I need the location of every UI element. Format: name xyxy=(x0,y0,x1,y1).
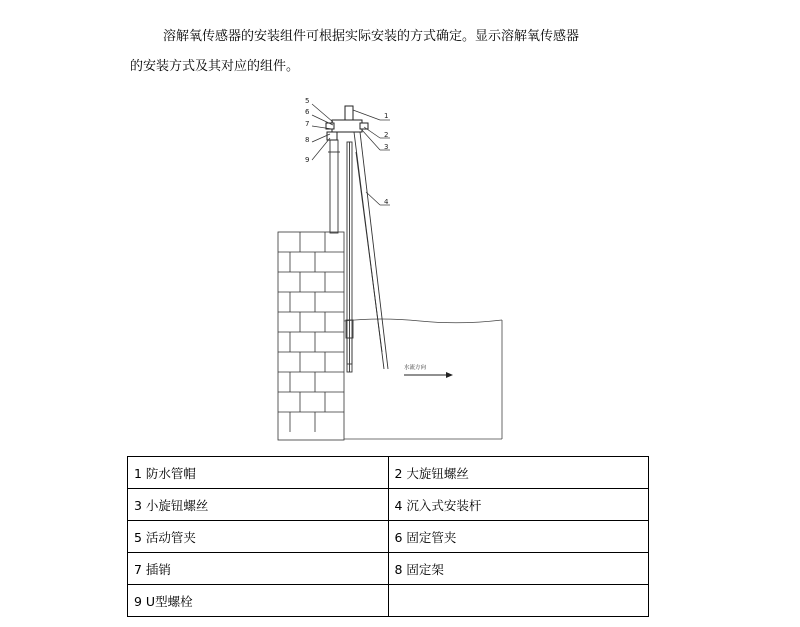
table-row xyxy=(128,521,649,553)
table-cell xyxy=(388,585,649,617)
flow-arrow-icon xyxy=(446,372,453,378)
callout-9: 9 xyxy=(305,156,310,164)
table-row xyxy=(128,489,649,521)
callout-8: 8 xyxy=(305,136,310,144)
intro-paragraph xyxy=(130,22,640,82)
table-row xyxy=(128,457,649,489)
table-row xyxy=(128,585,649,617)
table-cell: 4 沉入式安装杆 xyxy=(388,489,649,521)
parts-table xyxy=(127,456,649,617)
table-cell: 1 防水管帽 xyxy=(128,457,389,489)
callout-1: 1 xyxy=(384,112,389,120)
callout-6: 6 xyxy=(305,108,310,116)
intro-line-1: 溶解氧传感器的安装组件可根据实际安装的方式确定。显示溶解氧传感器 xyxy=(163,29,580,44)
installation-diagram xyxy=(270,92,510,442)
submersible-mount-rod xyxy=(354,132,388,369)
water-body xyxy=(344,319,502,439)
intro-line-2: 的安装方式及其对应的组件。 xyxy=(130,59,300,74)
table-cell: 7 插销 xyxy=(128,553,389,585)
table-cell: 2 大旋钮螺丝 xyxy=(388,457,649,489)
callout-3: 3 xyxy=(384,143,389,151)
fixed-post xyxy=(328,140,340,233)
table-cell: 9 U型螺栓 xyxy=(128,585,389,617)
flow-direction xyxy=(404,363,453,378)
table-row xyxy=(128,553,649,585)
flow-direction-label: 水流方向 xyxy=(404,365,427,371)
table-cell: 6 固定管夹 xyxy=(388,521,649,553)
sensor-rod xyxy=(346,142,353,372)
table-cell: 3 小旋钮螺丝 xyxy=(128,489,389,521)
callout-4: 4 xyxy=(384,198,389,206)
table-cell: 8 固定架 xyxy=(388,553,649,585)
brick-wall xyxy=(278,232,344,440)
callout-5: 5 xyxy=(305,97,310,105)
callout-7: 7 xyxy=(305,120,310,128)
callout-2: 2 xyxy=(384,131,389,139)
table-cell: 5 活动管夹 xyxy=(128,521,389,553)
mounting-head xyxy=(326,106,368,140)
